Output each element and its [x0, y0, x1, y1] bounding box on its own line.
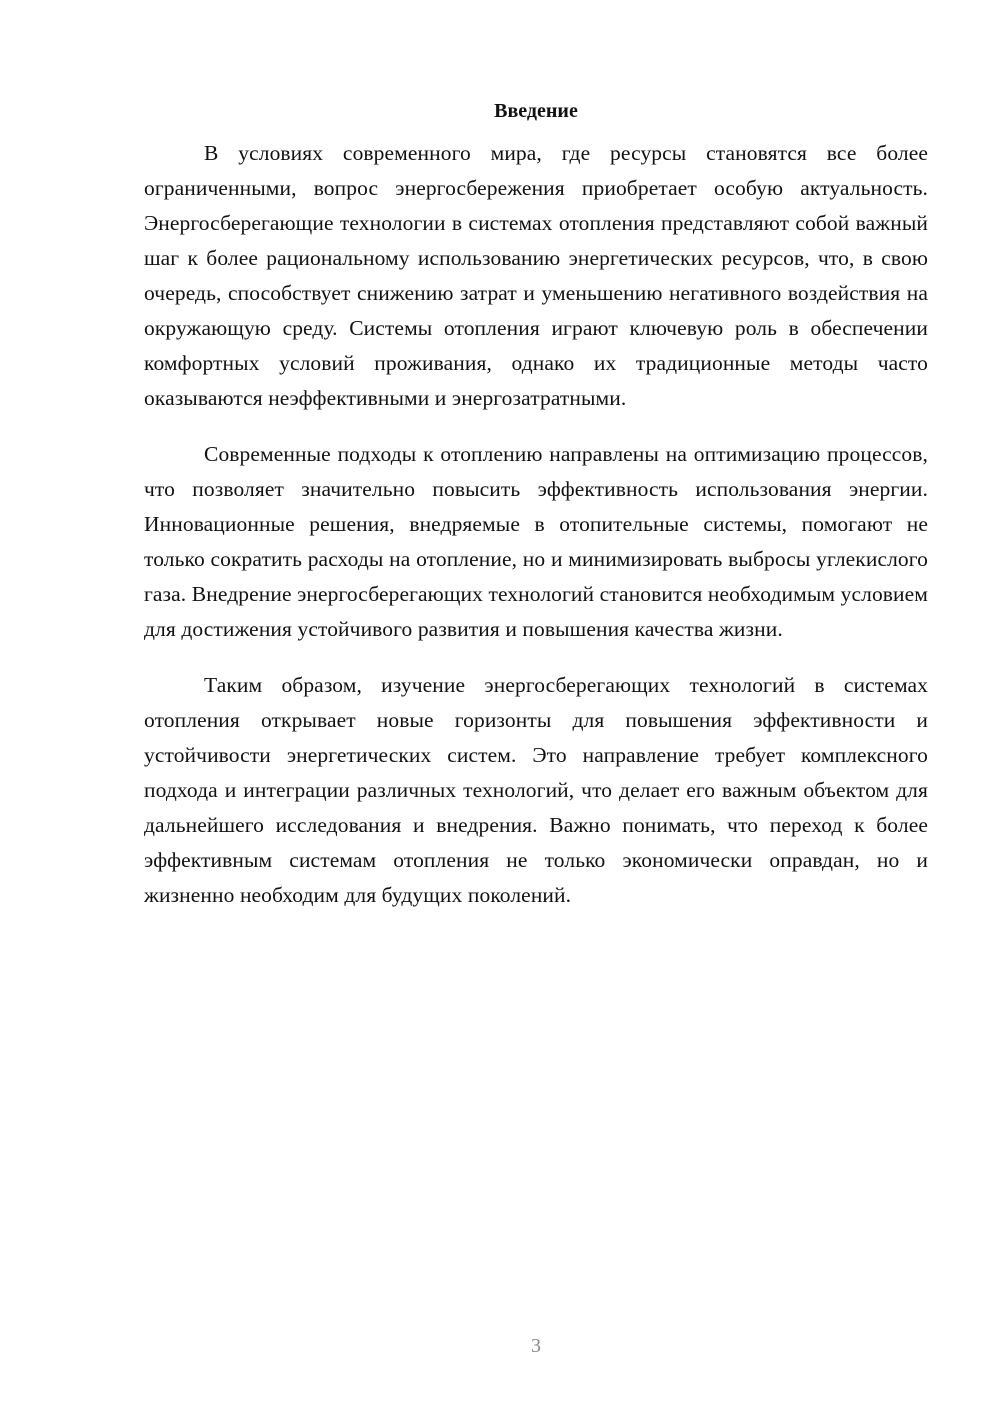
section-title: Введение	[494, 100, 578, 122]
paragraph-1: В условиях современного мира, где ресурсы становятся все более ограниченными, вопрос энергосбережения приобретает особую актуальность. Энергосберегающие технологии в системах отопления представляют собой важный шаг к более рациональному использованию энергетических ресурсов, что, в свою очередь, способствует снижению затрат и уменьшению негативного воздействия на окружающую среду. Системы отопления играют ключевую роль в обеспечении комфортных условий проживания, однако их традиционные методы часто оказываются неэффективными и энергозатратными.	[144, 141, 928, 410]
page-number: 3	[531, 1335, 541, 1357]
paragraph-3: Таким образом, изучение энергосберегающих технологий в системах отопления открывает новые горизонты для повышения эффективности и устойчивости энергетических систем. Это направление требует комплексного подхода и интеграции различных технологий, что делает его важным объектом для дальнейшего исследования и внедрения. Важно понимать, что переход к более эффективным системам отопления не только экономически оправдан, но и жизненно необходим для будущих поколений.	[144, 673, 928, 907]
paragraph-2: Современные подходы к отоплению направлены на оптимизацию процессов, что позволяет значительно повысить эффективность использования энергии. Инновационные решения, внедряемые в отопительные системы, помогают не только сократить расходы на отопление, но и минимизировать выбросы углекислого газа. Внедрение энергосберегающих технологий становится необходимым условием для достижения устойчивого развития и повышения качества жизни.	[144, 442, 928, 641]
page-content	[144, 96, 928, 934]
